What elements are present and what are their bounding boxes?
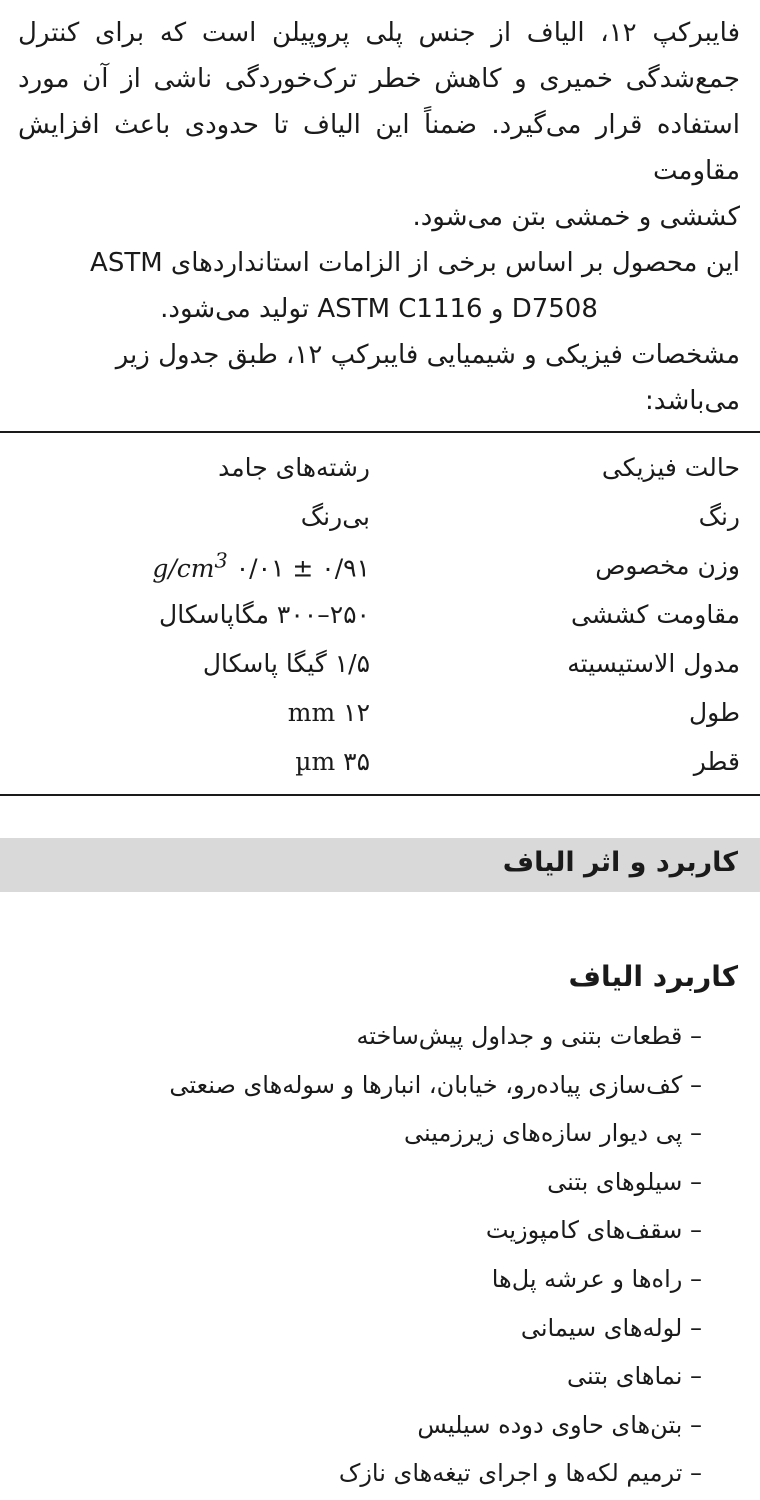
- density-unit-base: g/cm: [152, 553, 215, 583]
- intro-paragraph-2: این محصول بر اساس برخی از الزامات استانداردهای ASTM: [90, 248, 740, 278]
- subsection-heading: کاربرد الیاف: [568, 960, 738, 993]
- spec-row-length: [0, 688, 760, 737]
- spec-value: [0, 548, 400, 582]
- spec-label: وزن مخصوص: [595, 551, 740, 580]
- density-unit-exponent: 3: [214, 548, 228, 573]
- section-header: [0, 838, 760, 892]
- spec-value: رشته‌های جامد: [218, 453, 370, 482]
- list-item: – قطعات بتنی و جداول پیش‌ساخته: [356, 1022, 702, 1050]
- spec-row-physical-state: [0, 443, 760, 492]
- intro-paragraph-1: فایبرکپ ۱۲، الیاف از جنس پلی پروپیلن است که برای کنترل جمع‌شدگی خمیری و کاهش خطر ترک‌خوردگی ناشی از آن مورد استفاده قرار می‌گیرد. ضمناً این الیاف تا حدودی باعث افزایش مقاومت: [18, 18, 741, 186]
- spec-value: ۲۵۰–۳۰۰ مگاپاسکال: [159, 600, 370, 629]
- spec-row-specific-gravity: [0, 541, 760, 590]
- list-item: – لوله‌های سیمانی: [520, 1313, 702, 1342]
- list-item: – کف‌سازی پیاده‌رو، خیابان، انبارها و سوله‌های صنعتی: [169, 1070, 702, 1099]
- spec-label: حالت فیزیکی: [601, 453, 740, 482]
- intro-text: [18, 10, 740, 424]
- spec-value: ۱۲ mm: [287, 698, 370, 727]
- spec-label: قطر: [693, 747, 740, 776]
- list-item: – پی دیوار سازه‌های زیرزمینی: [403, 1119, 702, 1148]
- spec-value: ۳۵ µm: [295, 747, 370, 776]
- list-item: – سقف‌های کامپوزیت: [485, 1216, 702, 1245]
- spec-row-elastic-modulus: [0, 639, 760, 688]
- list-item: – نماهای بتنی: [566, 1362, 702, 1391]
- spec-value: بی‌رنگ: [300, 502, 370, 531]
- spec-label: مقاومت کششی: [571, 600, 740, 629]
- specs-table: [0, 431, 760, 796]
- spec-row-diameter: [0, 737, 760, 786]
- spec-row-color: [0, 492, 760, 541]
- list-item: – بتن‌های حاوی دوده سیلیس: [417, 1410, 702, 1439]
- applications-list: [169, 1012, 702, 1498]
- density-unit: [152, 548, 228, 583]
- list-item: – سیلوهای بتنی: [547, 1167, 702, 1196]
- spec-label: رنگ: [698, 502, 740, 531]
- spec-label: مدول الاستیسیته: [567, 649, 740, 678]
- section-title: کاربرد و اثر الیاف: [502, 847, 738, 878]
- list-item: – ترمیم لکه‌ها و اجرای تیغه‌های نازک: [338, 1459, 702, 1488]
- spec-label: طول: [689, 698, 740, 727]
- intro-paragraph-1-end: کششی و خمشی بتن می‌شود.: [412, 202, 740, 232]
- intro-paragraph-3: مشخصات فیزیکی و شیمیایی فایبرکپ ۱۲، طبق جدول زیر می‌باشد:: [115, 340, 740, 416]
- spec-value: ۱/۵ گیگا پاسکال: [202, 649, 370, 678]
- list-item: – راه‌ها و عرشه پل‌ها: [491, 1264, 702, 1293]
- spec-row-tensile-strength: [0, 590, 760, 639]
- density-number: ۰/۹۱ ± ۰/۰۱: [235, 553, 370, 583]
- intro-paragraph-2-end: D7508 و ASTM C1116 تولید می‌شود.: [160, 294, 598, 324]
